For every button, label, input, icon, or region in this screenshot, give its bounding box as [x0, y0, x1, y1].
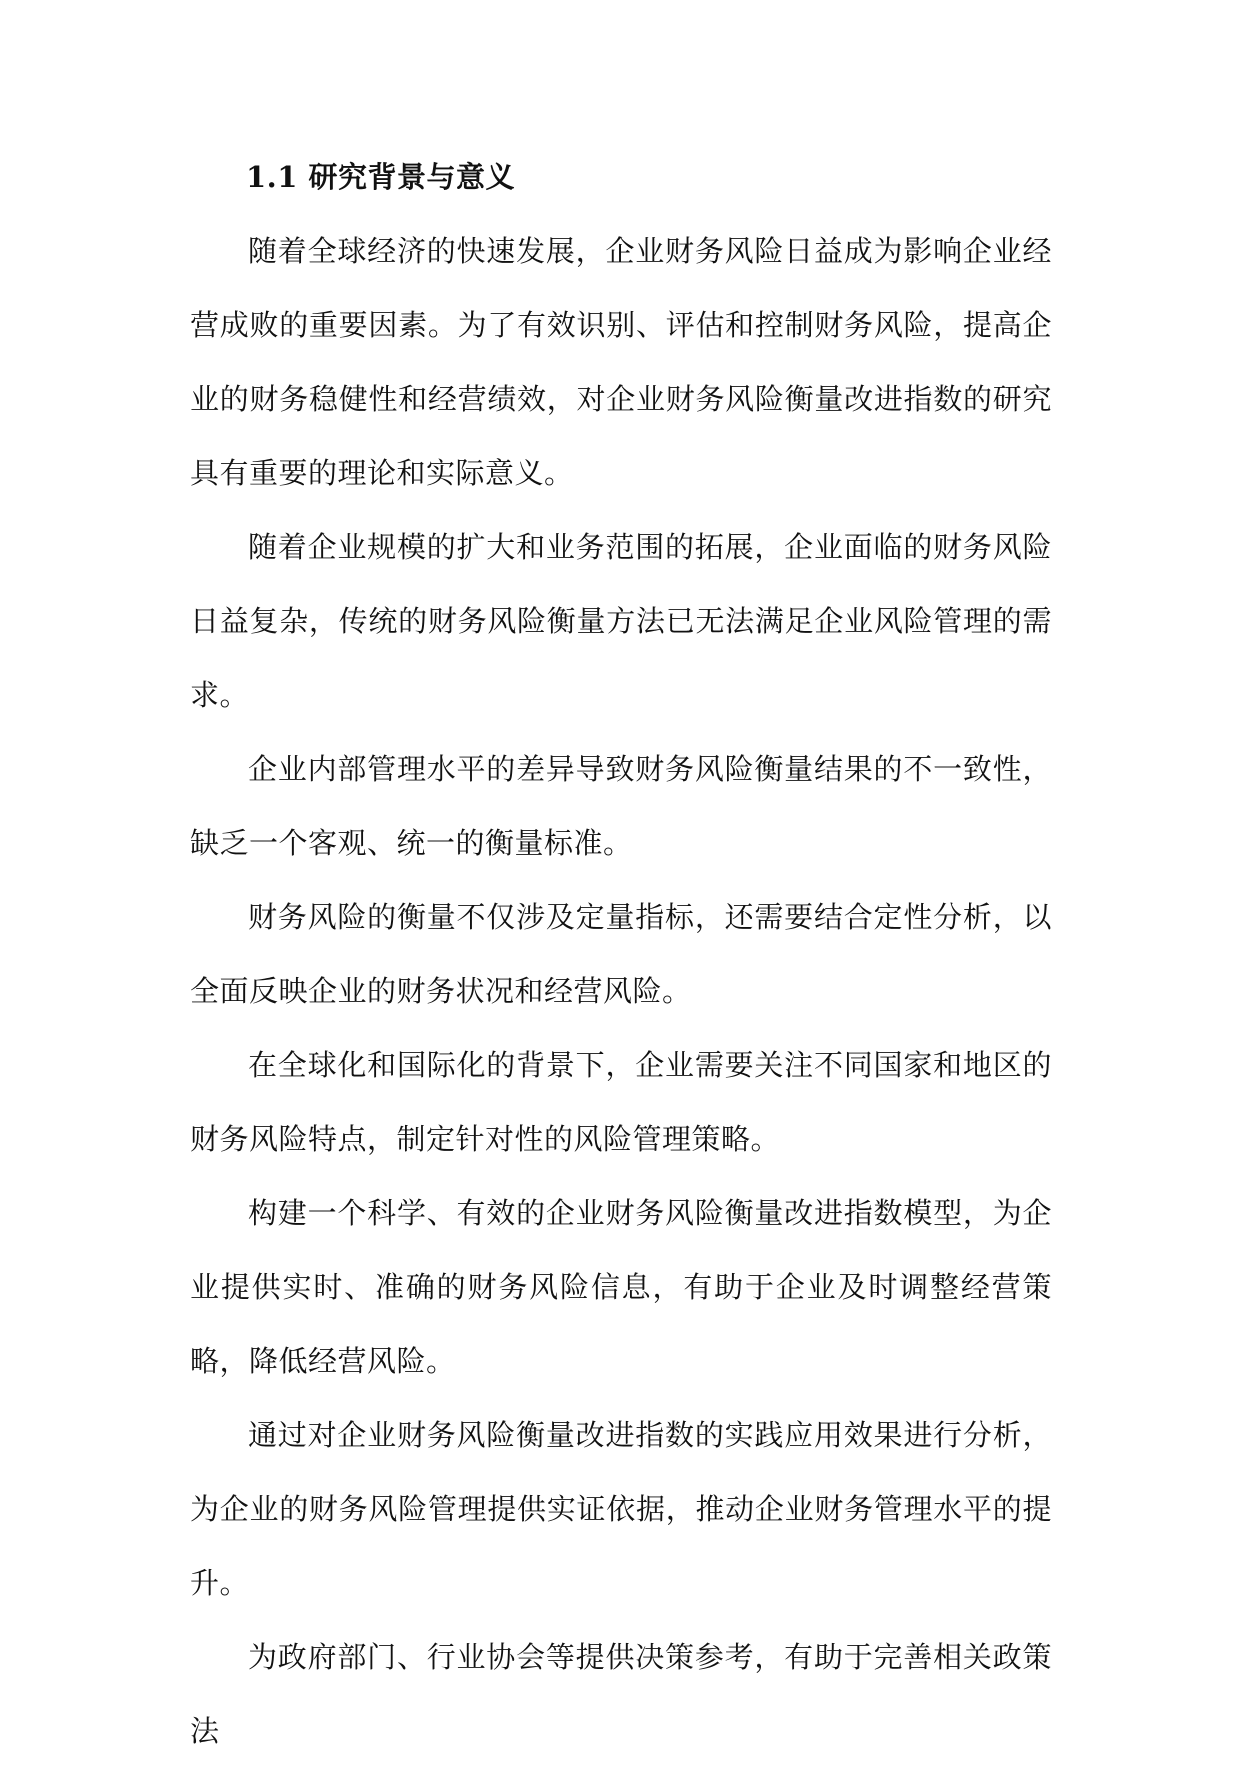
paragraph-1: 随着全球经济的快速发展，企业财务风险日益成为影响企业经营成败的重要因素。为了有效识别、评估和控制财务风险，提高企业的财务稳健性和经营绩效，对企业财务风险衡量改进指数的研究具有重要的理论和实际意义。	[190, 234, 1052, 490]
paragraph-8: 为政府部门、行业协会等提供决策参考，有助于完善相关政策法	[190, 1640, 1052, 1748]
paragraph-4: 财务风险的衡量不仅涉及定量指标，还需要结合定性分析，以全面反映企业的财务状况和经营风险。	[190, 900, 1052, 1008]
paragraph-2: 随着企业规模的扩大和业务范围的拓展，企业面临的财务风险日益复杂，传统的财务风险衡量方法已无法满足企业风险管理的需求。	[190, 530, 1052, 712]
document-body	[190, 140, 1052, 1768]
paragraph-3: 企业内部管理水平的差异导致财务风险衡量结果的不一致性，缺乏一个客观、统一的衡量标准。	[190, 752, 1052, 860]
paragraph-5: 在全球化和国际化的背景下，企业需要关注不同国家和地区的财务风险特点，制定针对性的风险管理策略。	[190, 1048, 1052, 1156]
section-heading: 1.1 研究背景与意义	[246, 160, 516, 194]
paragraph-6: 构建一个科学、有效的企业财务风险衡量改进指数模型，为企业提供实时、准确的财务风险信息，有助于企业及时调整经营策略，降低经营风险。	[190, 1196, 1052, 1378]
paragraph-7: 通过对企业财务风险衡量改进指数的实践应用效果进行分析，为企业的财务风险管理提供实证依据，推动企业财务管理水平的提升。	[190, 1418, 1052, 1600]
